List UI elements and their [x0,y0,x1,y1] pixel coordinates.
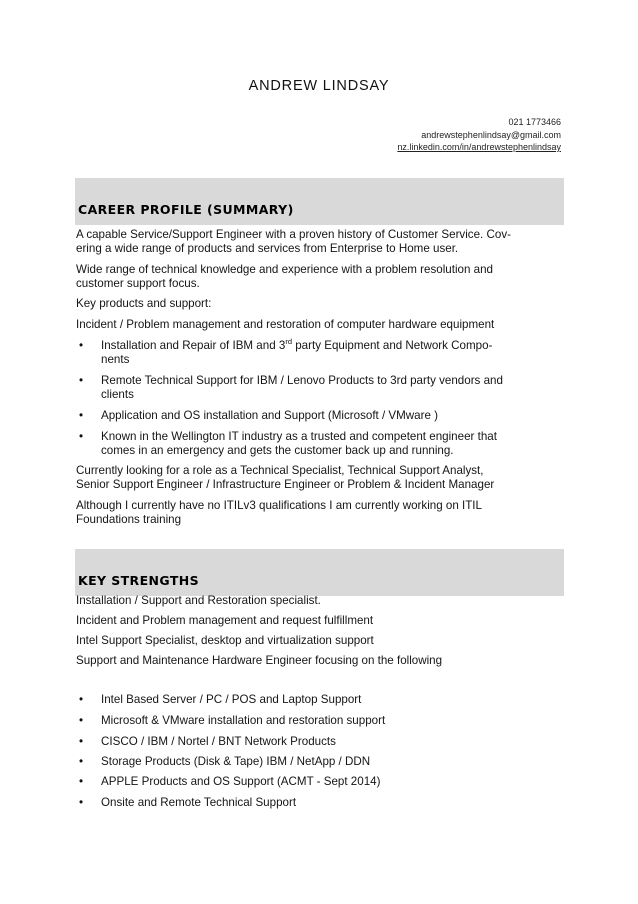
strength-bullet-3: CISCO / IBM / Nortel / BNT Network Products [101,735,336,748]
email-address[interactable]: andrewstephenlindsay@gmail.com [421,130,561,140]
profile-bullet-2-line-2: clients [101,388,134,401]
strength-line-1: Installation / Support and Restoration specialist. [76,594,321,607]
key-products-label: Key products and support: [76,297,212,310]
key-strengths-heading: KEY STRENGTHS [78,573,200,588]
b1-text-pre: Installation and Repair of IBM and 3 [101,339,286,352]
bullet-marker: • [79,430,84,443]
phone-number: 021 1773466 [508,117,561,127]
profile-bullet-1-line-2: nents [101,353,130,366]
looking-for-line-1: Currently looking for a role as a Technical Specialist, Technical Support Analyst, [76,464,484,477]
strength-bullet-5: APPLE Products and OS Support (ACMT - Sept 2014) [101,775,381,788]
profile-bullet-3: Application and OS installation and Support (Microsoft / VMware ) [101,409,439,422]
linkedin-link[interactable]: nz.linkedin.com/in/andrewstephenlindsay [397,142,561,152]
profile-bullet-2-line-1: Remote Technical Support for IBM / Lenovo Products to 3rd party vendors and [101,374,503,387]
career-profile-header [75,178,564,225]
bullet-marker: • [79,775,84,788]
profile-bullet-4-line-2: comes in an emergency and gets the customer back up and running. [101,444,454,457]
strength-bullet-6: Onsite and Remote Technical Support [101,796,297,809]
bullet-marker: • [79,755,84,768]
strength-bullet-1: Intel Based Server / PC / POS and Laptop Support [101,693,362,706]
strength-line-2: Incident and Problem management and request fulfillment [76,614,374,627]
b1-text-post: party Equipment and Network Compo- [292,339,493,352]
candidate-name: ANDREW LINDSAY [248,78,390,94]
profile-bullet-4-line-1: Known in the Wellington IT industry as a trusted and competent engineer that [101,430,497,443]
career-profile-heading: CAREER PROFILE (SUMMARY) [78,202,294,217]
bullet-marker: • [79,409,84,422]
bullet-marker: • [79,339,84,352]
strength-line-3: Intel Support Specialist, desktop and virtualization support [76,634,374,647]
profile-intro-line-2: ering a wide range of products and services from Enterprise to Home user. [76,242,459,255]
strength-line-4: Support and Maintenance Hardware Engineer focusing on the following [76,654,443,667]
bullet-marker: • [79,796,84,809]
bullet-marker: • [79,735,84,748]
profile-knowledge-line-2: customer support focus. [76,277,200,290]
profile-knowledge-line-1: Wide range of technical knowledge and experience with a problem resolution and [76,263,493,276]
key-strengths-header [75,549,564,596]
itil-line-2: Foundations training [76,513,182,526]
profile-intro-line-1: A capable Service/Support Engineer with a proven history of Customer Service. Cov- [76,228,511,241]
profile-bullet-1-line-1 [101,339,492,353]
bullet-marker: • [79,714,84,727]
itil-line-1: Although I currently have no ITILv3 qualifications I am currently working on ITIL [76,499,482,512]
bullet-marker: • [79,374,84,387]
strength-bullet-4: Storage Products (Disk & Tape) IBM / NetApp / DDN [101,755,371,768]
b1-superscript: rd [285,337,292,346]
strength-bullet-2: Microsoft & VMware installation and restoration support [101,714,386,727]
looking-for-line-2: Senior Support Engineer / Infrastructure Engineer or Problem & Incident Manager [76,478,495,491]
bullet-marker: • [79,693,84,706]
incident-management-line: Incident / Problem management and restoration of computer hardware equipment [76,318,495,331]
